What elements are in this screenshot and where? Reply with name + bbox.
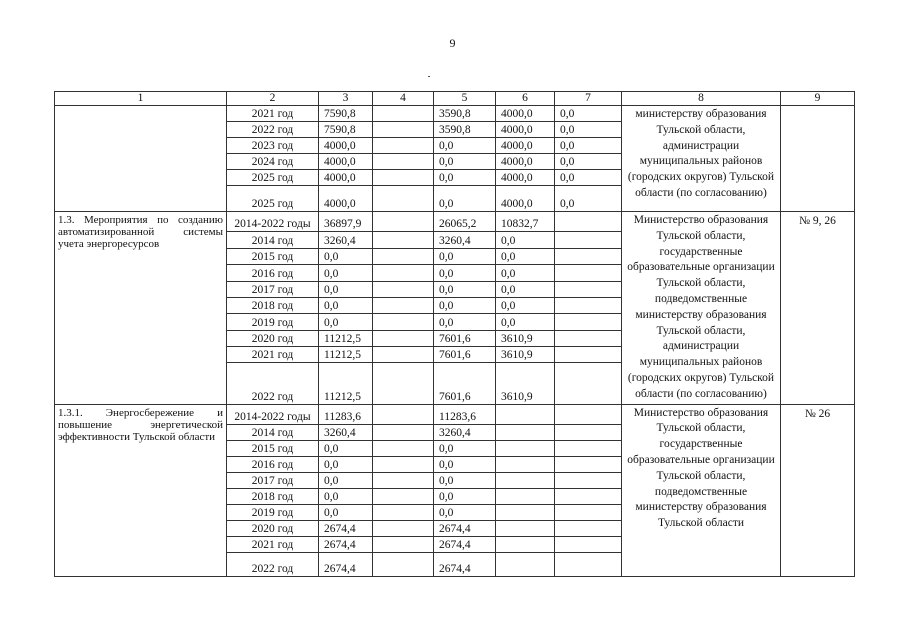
period-cell: 2017 год — [227, 472, 319, 488]
municipal-cell: 0,0 — [496, 232, 555, 248]
regional-cell: 0,0 — [434, 248, 496, 264]
header-cell: 4 — [373, 92, 434, 106]
federal-cell — [373, 456, 434, 472]
total-cell: 11283,6 — [319, 404, 373, 424]
period-cell: 2021 год — [227, 347, 319, 363]
regional-cell: 0,0 — [434, 488, 496, 504]
period-cell: 2022 год — [227, 122, 319, 138]
page-mark — [428, 76, 430, 77]
period-cell: 2021 год — [227, 536, 319, 552]
budget-table — [54, 91, 855, 577]
header-cell: 8 — [622, 92, 781, 106]
other-cell — [555, 248, 622, 264]
total-cell: 7590,8 — [319, 106, 373, 122]
table-row — [55, 404, 855, 424]
total-cell: 0,0 — [319, 504, 373, 520]
total-cell: 11212,5 — [319, 330, 373, 346]
federal-cell — [373, 330, 434, 346]
header-cell: 5 — [434, 92, 496, 106]
other-cell: 0,0 — [555, 154, 622, 170]
total-cell: 4000,0 — [319, 138, 373, 154]
responsible-executors: министерству образования Тульской области, администрации муниципальных районов (городских округов) Тульской области (по согласованию) — [622, 106, 781, 212]
other-cell — [555, 472, 622, 488]
federal-cell — [373, 440, 434, 456]
other-cell — [555, 552, 622, 576]
activity-label — [55, 106, 227, 212]
header-row — [55, 92, 855, 106]
municipal-cell: 0,0 — [496, 297, 555, 313]
total-cell: 0,0 — [319, 248, 373, 264]
other-cell — [555, 347, 622, 363]
regional-cell: 0,0 — [434, 170, 496, 186]
total-cell: 7590,8 — [319, 122, 373, 138]
regional-cell: 0,0 — [434, 440, 496, 456]
period-cell: 2014 год — [227, 232, 319, 248]
municipal-cell — [496, 552, 555, 576]
total-cell: 0,0 — [319, 456, 373, 472]
municipal-cell: 4000,0 — [496, 138, 555, 154]
header-cell: 2 — [227, 92, 319, 106]
period-cell: 2019 год — [227, 314, 319, 330]
total-cell: 0,0 — [319, 297, 373, 313]
federal-cell — [373, 297, 434, 313]
regional-cell: 0,0 — [434, 281, 496, 297]
federal-cell — [373, 248, 434, 264]
federal-cell — [373, 122, 434, 138]
total-cell: 2674,4 — [319, 520, 373, 536]
other-cell: 0,0 — [555, 186, 622, 212]
municipal-cell — [496, 472, 555, 488]
other-cell — [555, 404, 622, 424]
total-cell: 0,0 — [319, 472, 373, 488]
federal-cell — [373, 363, 434, 404]
municipal-cell: 4000,0 — [496, 122, 555, 138]
federal-cell — [373, 424, 434, 440]
federal-cell — [373, 138, 434, 154]
total-cell: 2674,4 — [319, 536, 373, 552]
total-cell: 0,0 — [319, 281, 373, 297]
indicator-ref: № 26 — [781, 404, 855, 576]
regional-cell: 0,0 — [434, 504, 496, 520]
federal-cell — [373, 170, 434, 186]
municipal-cell: 10832,7 — [496, 212, 555, 232]
table-row — [55, 212, 855, 232]
period-cell: 2023 год — [227, 138, 319, 154]
header-cell: 9 — [781, 92, 855, 106]
period-cell: 2019 год — [227, 504, 319, 520]
other-cell — [555, 265, 622, 281]
indicator-ref — [781, 106, 855, 212]
regional-cell: 0,0 — [434, 472, 496, 488]
municipal-cell — [496, 504, 555, 520]
regional-cell: 7601,6 — [434, 363, 496, 404]
other-cell — [555, 488, 622, 504]
total-cell: 4000,0 — [319, 154, 373, 170]
header-cell: 1 — [55, 92, 227, 106]
regional-cell: 3590,8 — [434, 122, 496, 138]
other-cell — [555, 232, 622, 248]
federal-cell — [373, 520, 434, 536]
table-row — [55, 106, 855, 122]
regional-cell: 7601,6 — [434, 330, 496, 346]
regional-cell: 0,0 — [434, 297, 496, 313]
regional-cell: 26065,2 — [434, 212, 496, 232]
page-number: 9 — [449, 36, 456, 50]
total-cell: 4000,0 — [319, 186, 373, 212]
total-cell: 4000,0 — [319, 170, 373, 186]
municipal-cell: 4000,0 — [496, 154, 555, 170]
municipal-cell — [496, 520, 555, 536]
other-cell — [555, 281, 622, 297]
regional-cell: 0,0 — [434, 314, 496, 330]
municipal-cell — [496, 404, 555, 424]
other-cell: 0,0 — [555, 170, 622, 186]
federal-cell — [373, 281, 434, 297]
period-cell: 2018 год — [227, 488, 319, 504]
other-cell — [555, 536, 622, 552]
municipal-cell — [496, 424, 555, 440]
total-cell: 3260,4 — [319, 424, 373, 440]
period-cell: 2015 год — [227, 440, 319, 456]
activity-label: 1.3.1. Энергосбережение и повышение энергетической эффективности Тульской области — [55, 404, 227, 576]
responsible-executors: Министерство образования Тульской области, государственные образовательные организации Тульской области, подведомственные министерству образования Тульской области — [622, 404, 781, 576]
period-cell: 2014 год — [227, 424, 319, 440]
municipal-cell: 3610,9 — [496, 330, 555, 346]
header-cell: 3 — [319, 92, 373, 106]
other-cell — [555, 504, 622, 520]
federal-cell — [373, 314, 434, 330]
total-cell: 0,0 — [319, 314, 373, 330]
municipal-cell: 0,0 — [496, 281, 555, 297]
total-cell: 0,0 — [319, 488, 373, 504]
municipal-cell: 0,0 — [496, 248, 555, 264]
other-cell: 0,0 — [555, 106, 622, 122]
period-cell: 2020 год — [227, 520, 319, 536]
federal-cell — [373, 536, 434, 552]
municipal-cell: 4000,0 — [496, 106, 555, 122]
indicator-ref: № 9, 26 — [781, 212, 855, 405]
federal-cell — [373, 186, 434, 212]
total-cell: 11212,5 — [319, 347, 373, 363]
regional-cell: 0,0 — [434, 138, 496, 154]
federal-cell — [373, 472, 434, 488]
municipal-cell: 4000,0 — [496, 170, 555, 186]
period-cell: 2016 год — [227, 456, 319, 472]
period-cell: 2021 год — [227, 106, 319, 122]
regional-cell: 0,0 — [434, 265, 496, 281]
regional-cell: 2674,4 — [434, 536, 496, 552]
responsible-executors: Министерство образования Тульской области, государственные образовательные организации Тульской области, подведомственные министерству образования Тульской области, администрации муниципальных районов (городских округов) Тульской области (по согласованию) — [622, 212, 781, 405]
other-cell — [555, 314, 622, 330]
regional-cell: 7601,6 — [434, 347, 496, 363]
regional-cell: 3260,4 — [434, 424, 496, 440]
period-cell: 2014-2022 годы — [227, 404, 319, 424]
federal-cell — [373, 265, 434, 281]
federal-cell — [373, 212, 434, 232]
municipal-cell: 4000,0 — [496, 186, 555, 212]
municipal-cell: 3610,9 — [496, 363, 555, 404]
other-cell — [555, 330, 622, 346]
other-cell — [555, 212, 622, 232]
federal-cell — [373, 154, 434, 170]
municipal-cell: 0,0 — [496, 265, 555, 281]
regional-cell: 0,0 — [434, 456, 496, 472]
federal-cell — [373, 404, 434, 424]
period-cell: 2014-2022 годы — [227, 212, 319, 232]
other-cell — [555, 297, 622, 313]
municipal-cell — [496, 456, 555, 472]
regional-cell: 3260,4 — [434, 232, 496, 248]
regional-cell: 0,0 — [434, 186, 496, 212]
federal-cell — [373, 488, 434, 504]
other-cell: 0,0 — [555, 138, 622, 154]
federal-cell — [373, 552, 434, 576]
period-cell: 2018 год — [227, 297, 319, 313]
regional-cell: 2674,4 — [434, 552, 496, 576]
period-cell: 2022 год — [227, 552, 319, 576]
municipal-cell — [496, 488, 555, 504]
municipal-cell — [496, 440, 555, 456]
period-cell: 2025 год — [227, 186, 319, 212]
regional-cell: 11283,6 — [434, 404, 496, 424]
total-cell: 0,0 — [319, 265, 373, 281]
federal-cell — [373, 347, 434, 363]
activity-label: 1.3. Мероприятия по созданию автоматизированной системы учета энергоресурсов — [55, 212, 227, 405]
other-cell — [555, 456, 622, 472]
period-cell: 2020 год — [227, 330, 319, 346]
period-cell: 2025 год — [227, 170, 319, 186]
regional-cell: 0,0 — [434, 154, 496, 170]
federal-cell — [373, 232, 434, 248]
regional-cell: 2674,4 — [434, 520, 496, 536]
total-cell: 2674,4 — [319, 552, 373, 576]
header-cell: 7 — [555, 92, 622, 106]
total-cell: 0,0 — [319, 440, 373, 456]
period-cell: 2024 год — [227, 154, 319, 170]
municipal-cell: 0,0 — [496, 314, 555, 330]
other-cell — [555, 440, 622, 456]
federal-cell — [373, 106, 434, 122]
other-cell: 0,0 — [555, 122, 622, 138]
federal-cell — [373, 504, 434, 520]
period-cell: 2016 год — [227, 265, 319, 281]
period-cell: 2017 год — [227, 281, 319, 297]
other-cell — [555, 363, 622, 404]
header-cell: 6 — [496, 92, 555, 106]
municipal-cell — [496, 536, 555, 552]
total-cell: 36897,9 — [319, 212, 373, 232]
municipal-cell: 3610,9 — [496, 347, 555, 363]
total-cell: 3260,4 — [319, 232, 373, 248]
total-cell: 11212,5 — [319, 363, 373, 404]
other-cell — [555, 520, 622, 536]
regional-cell: 3590,8 — [434, 106, 496, 122]
period-cell: 2022 год — [227, 363, 319, 404]
period-cell: 2015 год — [227, 248, 319, 264]
other-cell — [555, 424, 622, 440]
